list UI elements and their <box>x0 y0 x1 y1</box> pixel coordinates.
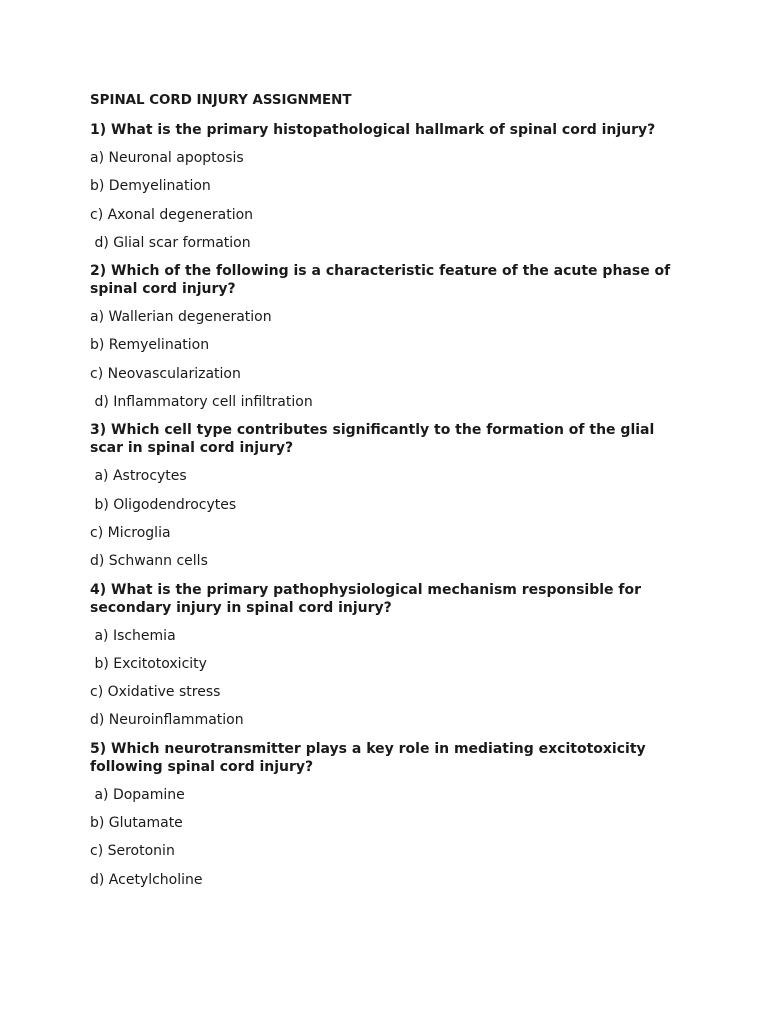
answer-option: a) Astrocytes <box>90 468 187 485</box>
answer-option: d) Glial scar formation <box>90 234 251 251</box>
answer-option: c) Neovascularization <box>90 365 241 382</box>
answer-option: b) Glutamate <box>90 815 183 832</box>
question-text: 4) What is the primary pathophysiological mechanism responsible for secondary injury in spinal cord injury? <box>90 581 642 616</box>
question-4 <box>90 581 680 730</box>
answer-option: c) Microglia <box>90 524 171 541</box>
answer-option: b) Excitotoxicity <box>90 655 207 672</box>
answer-option: a) Wallerian degeneration <box>90 309 272 326</box>
question-text: 1) What is the primary histopathological hallmark of spinal cord injury? <box>90 122 656 138</box>
answer-option: c) Oxidative stress <box>90 684 221 701</box>
question-text: 2) Which of the following is a characteristic feature of the acute phase of spinal cord injury? <box>90 263 671 298</box>
question-text: 5) Which neurotransmitter plays a key role in mediating excitotoxicity following spinal cord injury? <box>90 740 646 775</box>
answer-option: a) Neuronal apoptosis <box>90 150 244 166</box>
document-page <box>90 93 680 899</box>
answer-option: c) Serotonin <box>90 843 175 860</box>
question-1 <box>90 121 680 252</box>
answer-option: d) Neuroinflammation <box>90 712 244 729</box>
document-title: SPINAL CORD INJURY ASSIGNMENT <box>90 93 352 108</box>
answer-option: b) Remyelination <box>90 337 210 354</box>
answer-option: d) Schwann cells <box>90 553 208 570</box>
answer-option: b) Demyelination <box>90 178 211 195</box>
answer-option: d) Acetylcholine <box>90 871 203 888</box>
answer-option: b) Oligodendrocytes <box>90 496 237 513</box>
answer-option: d) Inflammatory cell infiltration <box>90 394 313 411</box>
answer-option: a) Ischemia <box>90 627 176 644</box>
answer-option: a) Dopamine <box>90 786 185 803</box>
question-5 <box>90 740 680 889</box>
question-2 <box>90 262 680 411</box>
answer-option: c) Axonal degeneration <box>90 206 254 223</box>
question-3 <box>90 421 680 570</box>
question-text: 3) Which cell type contributes significantly to the formation of the glial scar in spinal cord injury? <box>90 422 655 457</box>
